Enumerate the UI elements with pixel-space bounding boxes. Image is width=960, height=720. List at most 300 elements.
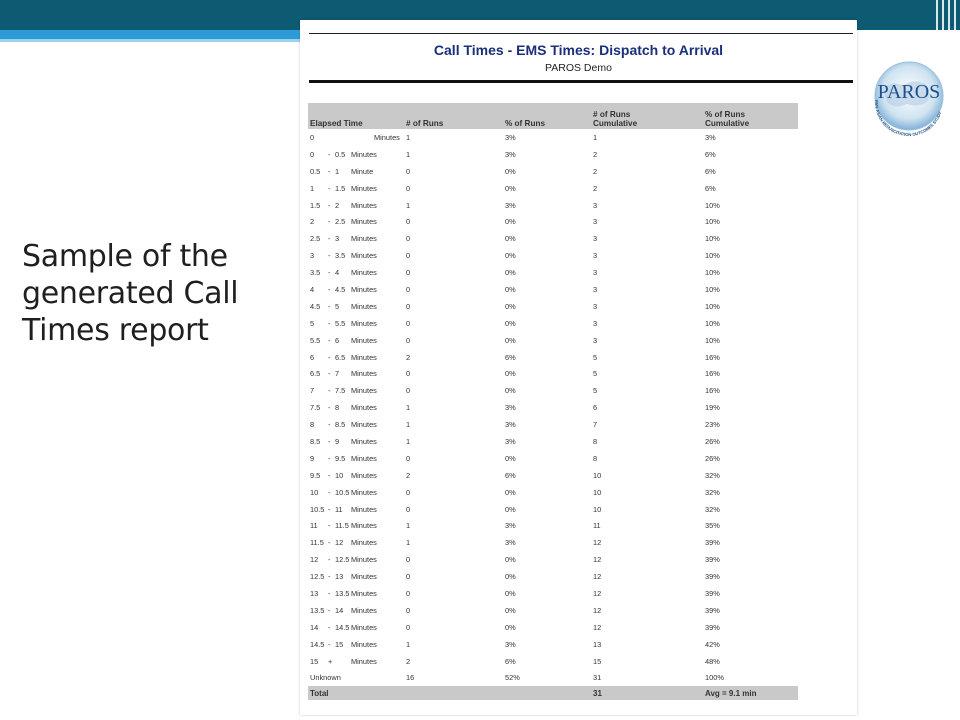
range-low: 11 (310, 521, 318, 531)
range-sep: - (328, 588, 331, 598)
runs-cell: 0 (406, 284, 411, 294)
range-high: 1.5 (335, 183, 346, 193)
range-high: 1 (335, 166, 340, 176)
runs-cumulative-cell: 3 (593, 200, 598, 210)
range-unit: Minutes (351, 403, 377, 413)
runs-cumulative-cell: 3 (593, 284, 598, 294)
table-row (308, 619, 798, 636)
table-row (308, 230, 798, 247)
elapsed-time-cell (308, 315, 404, 332)
runs-cumulative-cell: 8 (593, 436, 598, 446)
pct-runs-cell: 0% (505, 268, 516, 278)
range-sep: - (328, 251, 331, 261)
range-unit: Minutes (351, 436, 377, 446)
range-sep: - (328, 453, 331, 463)
runs-cumulative-cell: 12 (593, 605, 602, 615)
runs-cumulative-cell: 3 (593, 335, 598, 345)
elapsed-time-cell (308, 467, 404, 484)
runs-cell: 0 (406, 605, 411, 615)
range-unit: Minutes (351, 183, 377, 193)
pct-cumulative-cell: 100% (705, 673, 724, 683)
table-row (308, 213, 798, 230)
table-row (308, 450, 798, 467)
table-row (308, 382, 798, 399)
range-unit: Minutes (351, 200, 377, 210)
table-row (308, 247, 798, 264)
report-page (300, 20, 857, 715)
runs-cell: 0 (406, 234, 411, 244)
pct-runs-cell: 3% (505, 420, 516, 430)
range-sep: - (328, 301, 331, 311)
table-row (308, 281, 798, 298)
runs-cumulative-cell: 5 (593, 386, 598, 396)
table-row (308, 146, 798, 163)
range-unit: Minutes (351, 284, 377, 294)
range-high: 10.5 (335, 487, 350, 497)
pct-runs-cell: 0% (505, 555, 516, 565)
range-unit: Minutes (351, 521, 377, 531)
elapsed-time-cell (308, 619, 404, 636)
range-high: 0.5 (335, 149, 346, 159)
range-high: 8.5 (335, 420, 346, 430)
pct-cumulative-cell: 3% (705, 132, 716, 142)
runs-cell: 1 (406, 200, 411, 210)
runs-cell: 0 (406, 572, 411, 582)
elapsed-time-cell (308, 230, 404, 247)
runs-cell: 0 (406, 487, 411, 497)
range-high: 14 (335, 605, 344, 615)
range-high: 13.5 (335, 588, 350, 598)
header-runs: # of Runs (404, 103, 503, 129)
range-low: 13.5 (310, 605, 325, 615)
runs-cell: 1 (406, 538, 411, 548)
logo-text: PAROS (877, 81, 941, 103)
table-header-row (308, 103, 798, 129)
table-row (308, 315, 798, 332)
total-empty-1 (404, 686, 503, 700)
range-low: 9.5 (310, 470, 321, 480)
range-sep: + (328, 656, 333, 666)
range-low: 9 (310, 453, 315, 463)
pct-cumulative-cell: 10% (705, 335, 720, 345)
runs-cell: 0 (406, 301, 411, 311)
range-sep: - (328, 470, 331, 480)
range-unit: Minutes (351, 639, 377, 649)
runs-cell: 0 (406, 318, 411, 328)
pct-runs-cell: 0% (505, 453, 516, 463)
range-high: 5 (335, 301, 340, 311)
table-row (308, 467, 798, 484)
elapsed-time-cell (308, 585, 404, 602)
range-sep: - (328, 234, 331, 244)
pct-cumulative-cell: 19% (705, 403, 720, 413)
range-low: 8.5 (310, 436, 321, 446)
elapsed-time-cell (308, 197, 404, 214)
range-unit: Minutes (351, 572, 377, 582)
range-low: 13 (310, 588, 319, 598)
range-low: 11.5 (310, 538, 324, 548)
runs-cumulative-cell: 1 (593, 132, 598, 142)
runs-cumulative-cell: 3 (593, 268, 598, 278)
runs-cell: 0 (406, 622, 411, 632)
runs-cumulative-cell: 8 (593, 453, 598, 463)
pct-runs-cell: 3% (505, 521, 516, 531)
range-high: 7.5 (335, 386, 346, 396)
runs-cell: 2 (406, 656, 411, 666)
range-unit: Minutes (351, 301, 377, 311)
pct-runs-cell: 6% (505, 470, 516, 480)
runs-cumulative-cell: 7 (593, 420, 598, 430)
elapsed-time-cell (308, 129, 404, 146)
range-low: 10.5 (310, 504, 325, 514)
range-low: 12 (310, 555, 319, 565)
pct-runs-cell: 0% (505, 588, 516, 598)
pct-runs-cell: 3% (505, 436, 516, 446)
range-low: 8 (310, 420, 315, 430)
range-high: 5.5 (335, 318, 346, 328)
corner-stripes (930, 0, 960, 36)
range-unit: Minutes (351, 352, 377, 362)
range-sep: - (328, 335, 331, 345)
range-high: 14.5 (335, 622, 350, 632)
range-unit: Minutes (351, 234, 377, 244)
range-low: 0 (310, 149, 315, 159)
runs-cell: 2 (406, 352, 411, 362)
elapsed-time-cell (308, 332, 404, 349)
range-sep: - (328, 605, 331, 615)
pct-cumulative-cell: 23% (705, 420, 720, 430)
range-sep: - (328, 420, 331, 430)
table-row (308, 517, 798, 534)
pct-runs-cell: 6% (505, 352, 516, 362)
runs-cell: 1 (406, 149, 411, 159)
runs-cumulative-cell: 10 (593, 504, 602, 514)
pct-cumulative-cell: 6% (705, 166, 716, 176)
pct-cumulative-cell: 26% (705, 453, 720, 463)
range-low: 3.5 (310, 268, 321, 278)
range-unit: Minutes (351, 504, 377, 514)
range-unit: Minutes (351, 149, 377, 159)
pct-cumulative-cell: 32% (705, 504, 720, 514)
elapsed-time-cell (308, 163, 404, 180)
pct-runs-cell: 0% (505, 318, 516, 328)
range-high: 12.5 (335, 555, 350, 565)
range-sep: - (328, 538, 331, 548)
pct-cumulative-cell: 39% (705, 572, 720, 582)
elapsed-time-cell (308, 653, 404, 670)
range-sep: - (328, 183, 331, 193)
pct-runs-cell: 3% (505, 200, 516, 210)
elapsed-time-cell (308, 365, 404, 382)
total-cumulative: 31 (591, 686, 703, 700)
table-row (308, 568, 798, 585)
header-elapsed-time: Elapsed Time (308, 103, 404, 129)
runs-cumulative-cell: 3 (593, 251, 598, 261)
runs-cumulative-cell: 12 (593, 588, 602, 598)
range-high: 9.5 (335, 453, 346, 463)
runs-cell: 0 (406, 251, 411, 261)
range-unit: Minutes (351, 622, 377, 632)
range-low: 10 (310, 487, 319, 497)
runs-cumulative-cell: 12 (593, 622, 602, 632)
runs-cumulative-cell: 3 (593, 301, 598, 311)
range-high: 13 (335, 572, 344, 582)
table-row (308, 433, 798, 450)
pct-runs-cell: 0% (505, 166, 516, 176)
pct-runs-cell: 3% (505, 403, 516, 413)
runs-cumulative-cell: 2 (593, 149, 598, 159)
range-low: 7 (310, 386, 315, 396)
call-times-table (308, 103, 798, 700)
pct-runs-cell: 0% (505, 301, 516, 311)
range-sep: - (328, 352, 331, 362)
elapsed-time-cell (308, 517, 404, 534)
range-sep: - (328, 555, 331, 565)
pct-cumulative-cell: 16% (705, 386, 720, 396)
range-low: 5 (310, 318, 315, 328)
elapsed-time-cell (308, 298, 404, 315)
table-row (308, 670, 798, 687)
runs-cell: 0 (406, 369, 411, 379)
top-banner-accent (0, 30, 300, 39)
table-row (308, 653, 798, 670)
table-row (308, 484, 798, 501)
table-row (308, 163, 798, 180)
range-high: 6 (335, 335, 340, 345)
elapsed-time-cell (308, 534, 404, 551)
table-row (308, 332, 798, 349)
pct-runs-cell: 6% (505, 656, 516, 666)
runs-cell: 0 (406, 335, 411, 345)
runs-cell: 2 (406, 470, 411, 480)
pct-cumulative-cell: 42% (705, 639, 720, 649)
range-sep: - (328, 622, 331, 632)
range-low: 2.5 (310, 234, 321, 244)
runs-cumulative-cell: 5 (593, 352, 598, 362)
range-low: 6.5 (310, 369, 321, 379)
range-unit: Minutes (351, 588, 377, 598)
runs-cumulative-cell: 15 (593, 656, 602, 666)
runs-cumulative-cell: 3 (593, 234, 598, 244)
elapsed-time-cell (308, 636, 404, 653)
runs-cumulative-cell: 12 (593, 555, 602, 565)
runs-cumulative-cell: 12 (593, 572, 602, 582)
range-unit: Minutes (351, 656, 377, 666)
runs-cell: 1 (406, 639, 411, 649)
range-unit: Minutes (351, 318, 377, 328)
runs-cumulative-cell: 5 (593, 369, 598, 379)
range-high: 11.5 (335, 521, 349, 531)
pct-cumulative-cell: 10% (705, 234, 720, 244)
range-unit: Minutes (351, 470, 377, 480)
range-sep: - (328, 166, 331, 176)
header-pct-runs: % of Runs (503, 103, 591, 129)
top-banner-accent-light (0, 39, 300, 42)
elapsed-time-cell (308, 247, 404, 264)
pct-cumulative-cell: 39% (705, 588, 720, 598)
range-low: 6 (310, 352, 315, 362)
pct-runs-cell: 0% (505, 284, 516, 294)
range-sep: - (328, 639, 331, 649)
table-row (308, 501, 798, 518)
total-empty-2 (503, 686, 591, 700)
pct-runs-cell: 0% (505, 605, 516, 615)
slide-caption: Sample of the generated Call Times report (22, 239, 239, 348)
pct-cumulative-cell: 39% (705, 555, 720, 565)
table-row (308, 636, 798, 653)
runs-cumulative-cell: 31 (593, 673, 602, 683)
range-sep: - (328, 386, 331, 396)
pct-cumulative-cell: 10% (705, 301, 720, 311)
range-unit: Minutes (351, 386, 377, 396)
range-high: 3.5 (335, 251, 346, 261)
pct-runs-cell: 3% (505, 132, 516, 142)
runs-cell: 0 (406, 588, 411, 598)
range-sep: - (328, 217, 331, 227)
pct-runs-cell: 0% (505, 487, 516, 497)
table-row (308, 416, 798, 433)
range-unit: Minutes (351, 268, 377, 278)
pct-cumulative-cell: 39% (705, 538, 720, 548)
range-unit: Minutes (351, 251, 377, 261)
elapsed-time-cell (308, 568, 404, 585)
elapsed-time-cell (308, 551, 404, 568)
runs-cumulative-cell: 2 (593, 183, 598, 193)
range-unit: Minutes (351, 335, 377, 345)
table-row (308, 197, 798, 214)
pct-cumulative-cell: 6% (705, 149, 716, 159)
elapsed-time-cell (308, 416, 404, 433)
range-sep: - (328, 268, 331, 278)
range-sep: - (328, 487, 331, 497)
pct-cumulative-cell: 39% (705, 605, 720, 615)
pct-runs-cell: 0% (505, 504, 516, 514)
range-high: 2.5 (335, 217, 346, 227)
range-high: 4 (335, 268, 340, 278)
pct-cumulative-cell: 16% (705, 352, 720, 362)
pct-cumulative-cell: 10% (705, 200, 720, 210)
elapsed-time-cell (308, 281, 404, 298)
range-low: 4.5 (310, 301, 321, 311)
range-high: 8 (335, 403, 340, 413)
range-low: 4 (310, 284, 315, 294)
pct-runs-cell: 0% (505, 234, 516, 244)
range-sep: - (328, 200, 331, 210)
range-sep: - (328, 403, 331, 413)
report-title: Call Times - EMS Times: Dispatch to Arrival (433, 42, 724, 58)
pct-runs-cell: 0% (505, 183, 516, 193)
range-unit: Minutes (351, 369, 377, 379)
range-sep: - (328, 318, 331, 328)
range-low: 14.5 (310, 639, 325, 649)
range-sep: - (328, 504, 331, 514)
elapsed-time-cell (308, 349, 404, 366)
runs-cell: 1 (406, 436, 411, 446)
range-low: 0.5 (310, 166, 321, 176)
table-row (308, 585, 798, 602)
runs-cumulative-cell: 13 (593, 639, 602, 649)
range-unit: Minutes (351, 487, 377, 497)
header-pct-cumulative: % of Runs Cumulative (703, 103, 798, 129)
pct-cumulative-cell: 26% (705, 436, 720, 446)
range-high: 3 (335, 234, 340, 244)
runs-cell: 0 (406, 183, 411, 193)
range-low: 14 (310, 622, 319, 632)
range-low: 5.5 (310, 335, 321, 345)
runs-cell: 0 (406, 555, 411, 565)
elapsed-time-cell (308, 433, 404, 450)
total-row (308, 686, 798, 700)
pct-cumulative-cell: 6% (705, 183, 716, 193)
range-sep: - (328, 149, 331, 159)
range-sep: - (328, 572, 331, 582)
elapsed-time-cell (308, 180, 404, 197)
range-sep: - (328, 284, 331, 294)
elapsed-time-cell (308, 213, 404, 230)
range-low: 15 (310, 656, 319, 666)
pct-cumulative-cell: 35% (705, 521, 720, 531)
pct-runs-cell: 3% (505, 538, 516, 548)
pct-runs-cell: 0% (505, 251, 516, 261)
table-row (308, 180, 798, 197)
elapsed-time-cell (308, 399, 404, 416)
pct-runs-cell: 52% (505, 673, 520, 683)
runs-cell: 16 (406, 673, 415, 683)
runs-cell: 1 (406, 420, 411, 430)
range-high: 15 (335, 639, 344, 649)
report-rule-bottom (309, 80, 853, 83)
range-unit: Minutes (351, 605, 377, 615)
runs-cell: 1 (406, 132, 411, 142)
table-row (308, 129, 798, 146)
range-unit: Minutes (351, 555, 377, 565)
range-low: 7.5 (310, 403, 321, 413)
elapsed-time-cell (308, 670, 404, 687)
elapsed-time-cell (308, 264, 404, 281)
table-row (308, 534, 798, 551)
report-rule-top (309, 33, 853, 34)
table-row (308, 349, 798, 366)
runs-cell: 0 (406, 166, 411, 176)
range-high: 9 (335, 436, 340, 446)
range-unit: Minute (351, 166, 374, 176)
runs-cell: 0 (406, 386, 411, 396)
pct-runs-cell: 3% (505, 639, 516, 649)
pct-cumulative-cell: 39% (705, 622, 720, 632)
range-high: 2 (335, 200, 340, 210)
range-high: 12 (335, 538, 344, 548)
header-runs-cumulative: # of Runs Cumulative (591, 103, 703, 129)
runs-cell: 1 (406, 521, 411, 531)
runs-cell: 0 (406, 504, 411, 514)
range-low: 2 (310, 217, 315, 227)
total-label: Total (308, 686, 404, 700)
elapsed-time-cell (308, 602, 404, 619)
runs-cell: 0 (406, 217, 411, 227)
range-low: 12.5 (310, 572, 325, 582)
table-row (308, 298, 798, 315)
range-high: 7 (335, 369, 340, 379)
pct-cumulative-cell: 10% (705, 318, 720, 328)
table-row (308, 365, 798, 382)
range-high: 6.5 (335, 352, 346, 362)
report-subtitle: PAROS Demo (545, 62, 612, 74)
range-unit: Minutes (351, 420, 377, 430)
runs-cumulative-cell: 12 (593, 538, 602, 548)
pct-cumulative-cell: 10% (705, 217, 720, 227)
pct-runs-cell: 0% (505, 622, 516, 632)
range-low: 1 (310, 183, 315, 193)
